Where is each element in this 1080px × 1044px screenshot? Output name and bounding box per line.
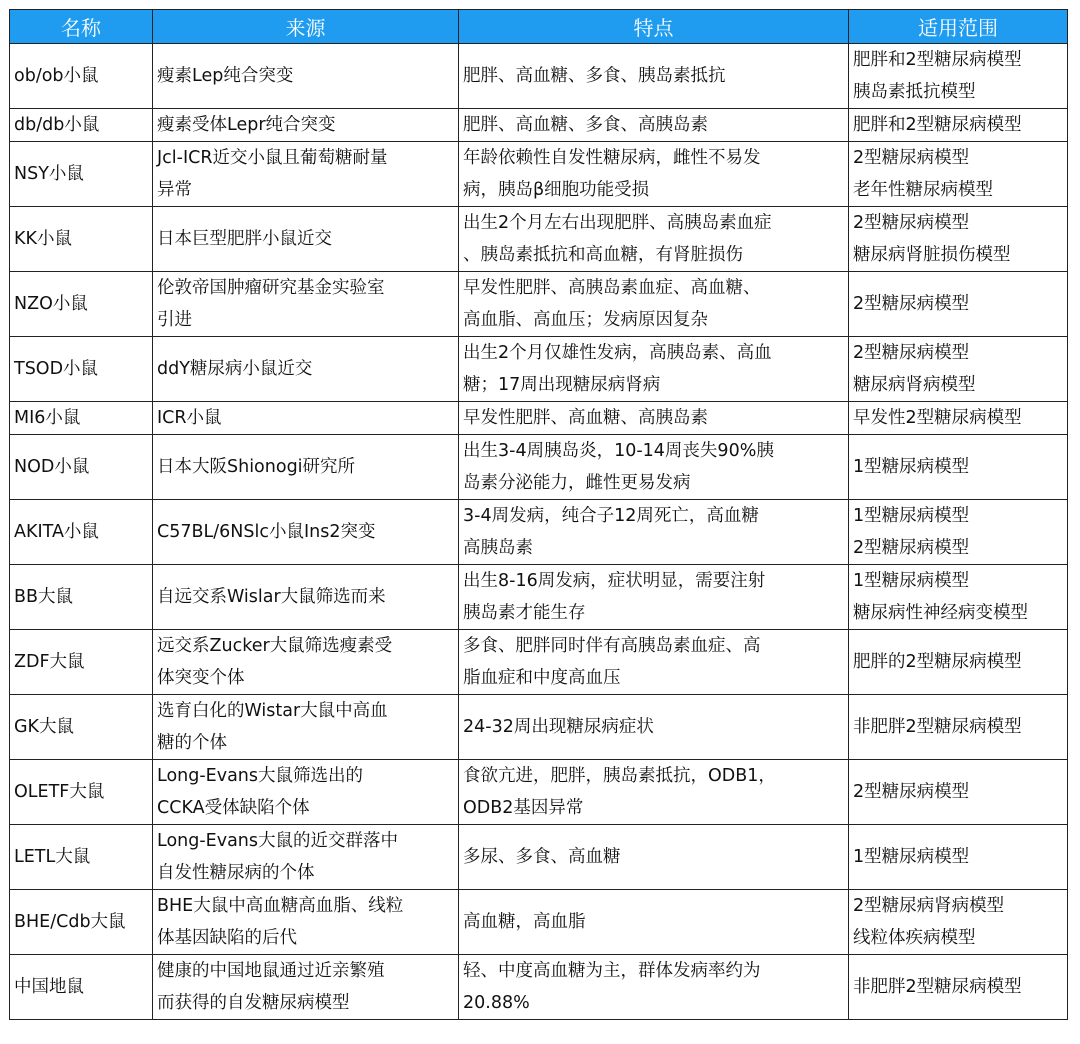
cell-features <box>459 272 849 337</box>
cell-scope <box>849 44 1068 109</box>
cell-source-line: 伦敦帝国肿瘤研究基金实验室 <box>157 278 385 298</box>
cell-scope-line: 2型糖尿病模型 <box>853 538 970 558</box>
cell-features-line: 脂血症和中度高血压 <box>463 668 621 688</box>
cell-source-line: BHE大鼠中高血糖高血脂、线粒 <box>157 896 404 916</box>
cell-scope-line: 早发性2型糖尿病模型 <box>853 408 1022 428</box>
cell-scope-line: 老年性糖尿病模型 <box>853 180 993 200</box>
cell-source-line: 自发性糖尿病的个体 <box>157 863 315 883</box>
cell-name: KK小鼠 <box>10 207 153 272</box>
cell-source-line: CCKA受体缺陷个体 <box>157 798 310 818</box>
cell-scope-line: 1型糖尿病模型 <box>853 847 970 867</box>
cell-scope <box>849 402 1068 435</box>
table-row <box>10 825 1068 890</box>
cell-source <box>153 44 459 109</box>
cell-features-line: 年龄依赖性自发性糖尿病，雌性不易发 <box>463 148 761 168</box>
cell-source <box>153 565 459 630</box>
table-row <box>10 565 1068 630</box>
header-features: 特点 <box>459 10 849 44</box>
cell-source-line: 日本大阪Shionogi研究所 <box>157 457 356 477</box>
cell-features-line: 出生2个月左右出现肥胖、高胰岛素血症 <box>463 213 772 233</box>
cell-source <box>153 109 459 142</box>
cell-scope-line: 1型糖尿病模型 <box>853 457 970 477</box>
cell-scope-line: 糖尿病性神经病变模型 <box>853 603 1028 623</box>
cell-name: 中国地鼠 <box>10 955 153 1020</box>
table-row <box>10 435 1068 500</box>
cell-source-line: 体基因缺陷的后代 <box>157 928 297 948</box>
cell-source-line: 瘦素Lep纯合突变 <box>157 66 294 86</box>
cell-features-line: 高血糖，高血脂 <box>463 912 586 932</box>
cell-features <box>459 44 849 109</box>
cell-features-line: 肥胖、高血糖、多食、高胰岛素 <box>463 115 708 135</box>
cell-source-line: 引进 <box>157 310 192 330</box>
cell-source-line: 自远交系Wislar大鼠筛选而来 <box>157 587 386 607</box>
cell-scope-line: 线粒体疾病模型 <box>853 928 976 948</box>
cell-source-line: 而获得的自发糖尿病模型 <box>157 993 350 1013</box>
cell-features <box>459 337 849 402</box>
cell-name: ZDF大鼠 <box>10 630 153 695</box>
cell-source-line: 异常 <box>157 180 192 200</box>
diabetes-model-table <box>9 9 1068 1020</box>
cell-features-line: 肥胖、高血糖、多食、胰岛素抵抗 <box>463 66 726 86</box>
cell-features <box>459 760 849 825</box>
cell-features-line: 出生8-16周发病，症状明显，需要注射 <box>463 571 766 591</box>
cell-source <box>153 272 459 337</box>
cell-features-line: 岛素分泌能力，雌性更易发病 <box>463 473 691 493</box>
cell-scope <box>849 207 1068 272</box>
cell-name: NZO小鼠 <box>10 272 153 337</box>
cell-features-line: 、胰岛素抵抗和高血糖，有肾脏损伤 <box>463 245 743 265</box>
cell-features-line: ODB2基因异常 <box>463 798 584 818</box>
cell-source <box>153 890 459 955</box>
cell-features-line: 24-32周出现糖尿病症状 <box>463 717 654 737</box>
cell-source-line: 体突变个体 <box>157 668 245 688</box>
cell-source <box>153 760 459 825</box>
cell-features-line: 多尿、多食、高血糖 <box>463 847 621 867</box>
table-row <box>10 207 1068 272</box>
cell-scope <box>849 500 1068 565</box>
cell-features-line: 3-4周发病，纯合子12周死亡，高血糖 <box>463 506 759 526</box>
cell-features <box>459 402 849 435</box>
cell-source-line: Long-Evans大鼠筛选出的 <box>157 766 364 786</box>
cell-scope-line: 1型糖尿病模型 <box>853 506 970 526</box>
cell-source-line: 选育白化的Wistar大鼠中高血 <box>157 701 388 721</box>
cell-features-line: 轻、中度高血糖为主，群体发病率约为 <box>463 961 761 981</box>
cell-name: LETL大鼠 <box>10 825 153 890</box>
cell-features <box>459 500 849 565</box>
cell-source <box>153 695 459 760</box>
table-row <box>10 142 1068 207</box>
cell-features-line: 胰岛素才能生存 <box>463 603 586 623</box>
cell-features <box>459 955 849 1020</box>
cell-scope-line: 2型糖尿病肾病模型 <box>853 896 1005 916</box>
table-body <box>10 44 1068 1020</box>
cell-scope <box>849 435 1068 500</box>
cell-features <box>459 695 849 760</box>
cell-scope <box>849 695 1068 760</box>
cell-features <box>459 109 849 142</box>
cell-source-line: 日本巨型肥胖小鼠近交 <box>157 229 332 249</box>
cell-source <box>153 142 459 207</box>
cell-features-line: 高胰岛素 <box>463 538 533 558</box>
cell-features-line: 早发性肥胖、高血糖、高胰岛素 <box>463 408 708 428</box>
cell-features <box>459 825 849 890</box>
header-row <box>10 10 1068 44</box>
cell-scope-line: 肥胖和2型糖尿病模型 <box>853 50 1022 70</box>
cell-name: ob/ob小鼠 <box>10 44 153 109</box>
cell-features-line: 早发性肥胖、高胰岛素血症、高血糖、 <box>463 278 761 298</box>
cell-name: GK大鼠 <box>10 695 153 760</box>
cell-scope-line: 非肥胖2型糖尿病模型 <box>853 717 1022 737</box>
table-row <box>10 44 1068 109</box>
cell-name: BB大鼠 <box>10 565 153 630</box>
cell-scope <box>849 337 1068 402</box>
cell-features-line: 病，胰岛β细胞功能受损 <box>463 180 650 200</box>
cell-scope-line: 非肥胖2型糖尿病模型 <box>853 977 1022 997</box>
table-row <box>10 272 1068 337</box>
cell-scope-line: 2型糖尿病模型 <box>853 343 970 363</box>
cell-source <box>153 402 459 435</box>
cell-source <box>153 207 459 272</box>
cell-scope-line: 2型糖尿病模型 <box>853 148 970 168</box>
cell-source <box>153 630 459 695</box>
cell-scope <box>849 955 1068 1020</box>
diabetes-model-table-wrapper <box>9 9 1068 1020</box>
cell-features <box>459 207 849 272</box>
table-row <box>10 500 1068 565</box>
cell-scope <box>849 760 1068 825</box>
cell-scope <box>849 890 1068 955</box>
cell-scope <box>849 142 1068 207</box>
cell-name: OLETF大鼠 <box>10 760 153 825</box>
table-row <box>10 890 1068 955</box>
cell-scope-line: 2型糖尿病模型 <box>853 294 970 314</box>
cell-source <box>153 337 459 402</box>
cell-features-line: 出生2个月仅雄性发病，高胰岛素、高血 <box>463 343 772 363</box>
cell-scope-line: 糖尿病肾病模型 <box>853 375 976 395</box>
cell-name: db/db小鼠 <box>10 109 153 142</box>
cell-scope <box>849 565 1068 630</box>
cell-scope-line: 2型糖尿病模型 <box>853 213 970 233</box>
cell-source-line: Jcl-ICR近交小鼠且葡萄糖耐量 <box>157 148 388 168</box>
cell-scope <box>849 109 1068 142</box>
header-source: 来源 <box>153 10 459 44</box>
cell-name: NSY小鼠 <box>10 142 153 207</box>
table-row <box>10 955 1068 1020</box>
cell-source <box>153 500 459 565</box>
cell-scope-line: 2型糖尿病模型 <box>853 782 970 802</box>
cell-features <box>459 630 849 695</box>
header-scope: 适用范围 <box>849 10 1068 44</box>
cell-features-line: 出生3-4周胰岛炎，10-14周丧失90%胰 <box>463 441 774 461</box>
cell-features <box>459 890 849 955</box>
table-row <box>10 695 1068 760</box>
cell-scope-line: 糖尿病肾脏损伤模型 <box>853 245 1011 265</box>
cell-name: TSOD小鼠 <box>10 337 153 402</box>
cell-features-line: 食欲亢进，肥胖，胰岛素抵抗，ODB1， <box>463 766 776 786</box>
cell-source-line: 糖的个体 <box>157 733 227 753</box>
cell-source <box>153 825 459 890</box>
header-name: 名称 <box>10 10 153 44</box>
cell-scope-line: 1型糖尿病模型 <box>853 571 970 591</box>
cell-source-line: ddY糖尿病小鼠近交 <box>157 359 313 379</box>
cell-name: AKITA小鼠 <box>10 500 153 565</box>
cell-scope <box>849 825 1068 890</box>
cell-name: MI6小鼠 <box>10 402 153 435</box>
cell-source-line: Long-Evans大鼠的近交群落中 <box>157 831 399 851</box>
table-row <box>10 402 1068 435</box>
cell-scope-line: 肥胖的2型糖尿病模型 <box>853 652 1022 672</box>
cell-scope <box>849 272 1068 337</box>
cell-scope <box>849 630 1068 695</box>
table-row <box>10 337 1068 402</box>
cell-features <box>459 142 849 207</box>
cell-name: BHE/Cdb大鼠 <box>10 890 153 955</box>
table-row <box>10 760 1068 825</box>
cell-features <box>459 435 849 500</box>
cell-source <box>153 435 459 500</box>
cell-source-line: 远交系Zucker大鼠筛选瘦素受 <box>157 636 393 656</box>
cell-source-line: 瘦素受体Lepr纯合突变 <box>157 115 336 135</box>
table-row <box>10 109 1068 142</box>
cell-source-line: 健康的中国地鼠通过近亲繁殖 <box>157 961 385 981</box>
cell-features-line: 糖；17周出现糖尿病肾病 <box>463 375 661 395</box>
cell-name: NOD小鼠 <box>10 435 153 500</box>
cell-scope-line: 胰岛素抵抗模型 <box>853 82 976 102</box>
table-row <box>10 630 1068 695</box>
cell-source-line: C57BL/6NSlc小鼠Ins2突变 <box>157 522 376 542</box>
cell-scope-line: 肥胖和2型糖尿病模型 <box>853 115 1022 135</box>
cell-source <box>153 955 459 1020</box>
cell-features-line: 20.88% <box>463 993 530 1013</box>
cell-features-line: 高血脂、高血压；发病原因复杂 <box>463 310 708 330</box>
cell-features <box>459 565 849 630</box>
cell-source-line: ICR小鼠 <box>157 408 222 428</box>
cell-features-line: 多食、肥胖同时伴有高胰岛素血症、高 <box>463 636 761 656</box>
